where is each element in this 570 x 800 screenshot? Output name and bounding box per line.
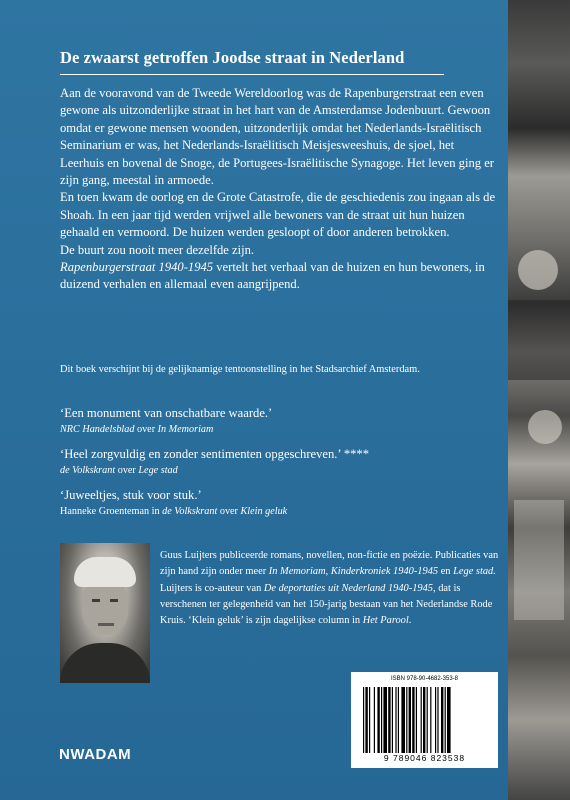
bio-work-title: In Memoriam, Kinderkroniek 1940-1945 [268,566,439,578]
blurb-paragraph-4 [60,259,500,294]
source-book: Klein geluk [240,506,288,517]
source-publication: de Volkskrant [60,465,116,476]
bio-text: en [438,566,454,578]
source-book: In Memoriam [157,424,214,435]
bio-work-title: De deportaties uit Nederland 1940-1945 [263,582,433,594]
quote-text: ‘Heel zorgvuldig en zonder sentimenten opgeschreven.’ **** [60,447,370,461]
blurb-paragraph-1: Aan de vooravond van de Tweede Wereldoorlog was de Rapenburgerstraat een even gewone als uitzonderlijke straat in het hart van de Amsterdamse Jodenbuurt. Gewoon omdat er gewone mensen woonden, uitzonderlijk omdat het Nederlands-Israëlitisch Seminarium er was, het Nederlands-Israëlitisch Meisjesweeshuis, de sjoel, het Leerhuis en bovenal de Snoge, de Portugees-Israëlitische Synagoge. Het leven ging er zijn gang, meestal in armoede. [60,86,494,188]
book-title-italic: Rapenburgerstraat 1940-1945 [60,260,214,275]
publisher-logo: NWADAM [59,746,132,763]
author-photo [60,543,150,683]
isbn-label: ISBN 978-90-4682-353-8 [390,676,459,682]
blurb-paragraph-4-text: vertelt het verhaal van de huizen en hun bewoners, in duizend verhalen en allemaal even aangrijpend. [60,260,485,292]
blurb-paragraph-2: En toen kwam de oorlog en de Grote Catastrofe, die de geschiedenis zou ingaan als de Shoah. In een jaar tijd werden vrijwel alle bewoners van de straat uit hun huizen gehaald en vermoord. De huizen werden gesloopt of door anderen betrokken. [60,190,496,240]
review-quote-3 [60,487,500,519]
source-connector: over [217,506,241,517]
bio-text: , dat is verschenen ter gelegenheid van het 150-jarig bestaan van het Nederlandse Rode Kruis. ‘Klein geluk’ is zijn dagelijkse column in [160,582,493,627]
source-publication: de Volkskrant [162,506,218,517]
bio-text: Luijters is co-auteur van [160,582,264,594]
bio-work-title: Het Parool [362,615,409,627]
source-connector: over [115,465,139,476]
bio-work-title: Lege stad. [453,566,496,578]
source-connector: over [134,424,158,435]
source-reviewer: Hanneke Groenteman in [60,506,163,517]
title-underline [60,74,444,75]
exhibition-note: Dit boek verschijnt bij de gelijknamige tentoonstelling in het Stadsarchief Amsterdam. [60,364,420,375]
back-cover-title: De zwaarst getroffen Joodse straat in Nederland [60,48,405,67]
quote-source [60,464,500,478]
barcode-bars [363,687,486,753]
historic-street-photo [508,0,570,800]
quote-source [60,505,500,519]
source-book: Lege stad [138,465,178,476]
bio-text: Guus Luijters publiceerde romans, novellen, non-fictie en poëzie. Publicaties van zijn hand zijn onder meer [160,550,499,578]
quote-source [60,423,500,437]
isbn-barcode [351,672,498,768]
source-publication: NRC Handelsblad [60,424,135,435]
bio-text: . [408,615,412,627]
blurb [60,85,500,294]
blurb-paragraph-3: De buurt zou nooit meer dezelfde zijn. [60,242,255,257]
quote-text: ‘Een monument van onschatbare waarde.’ [60,406,273,420]
ean-number: 9 789046 823538 [383,753,466,763]
review-quote-2 [60,446,500,478]
review-quote-1 [60,405,500,437]
quote-text: ‘Juweeltjes, stuk voor stuk.’ [60,488,202,502]
author-bio [160,548,505,629]
